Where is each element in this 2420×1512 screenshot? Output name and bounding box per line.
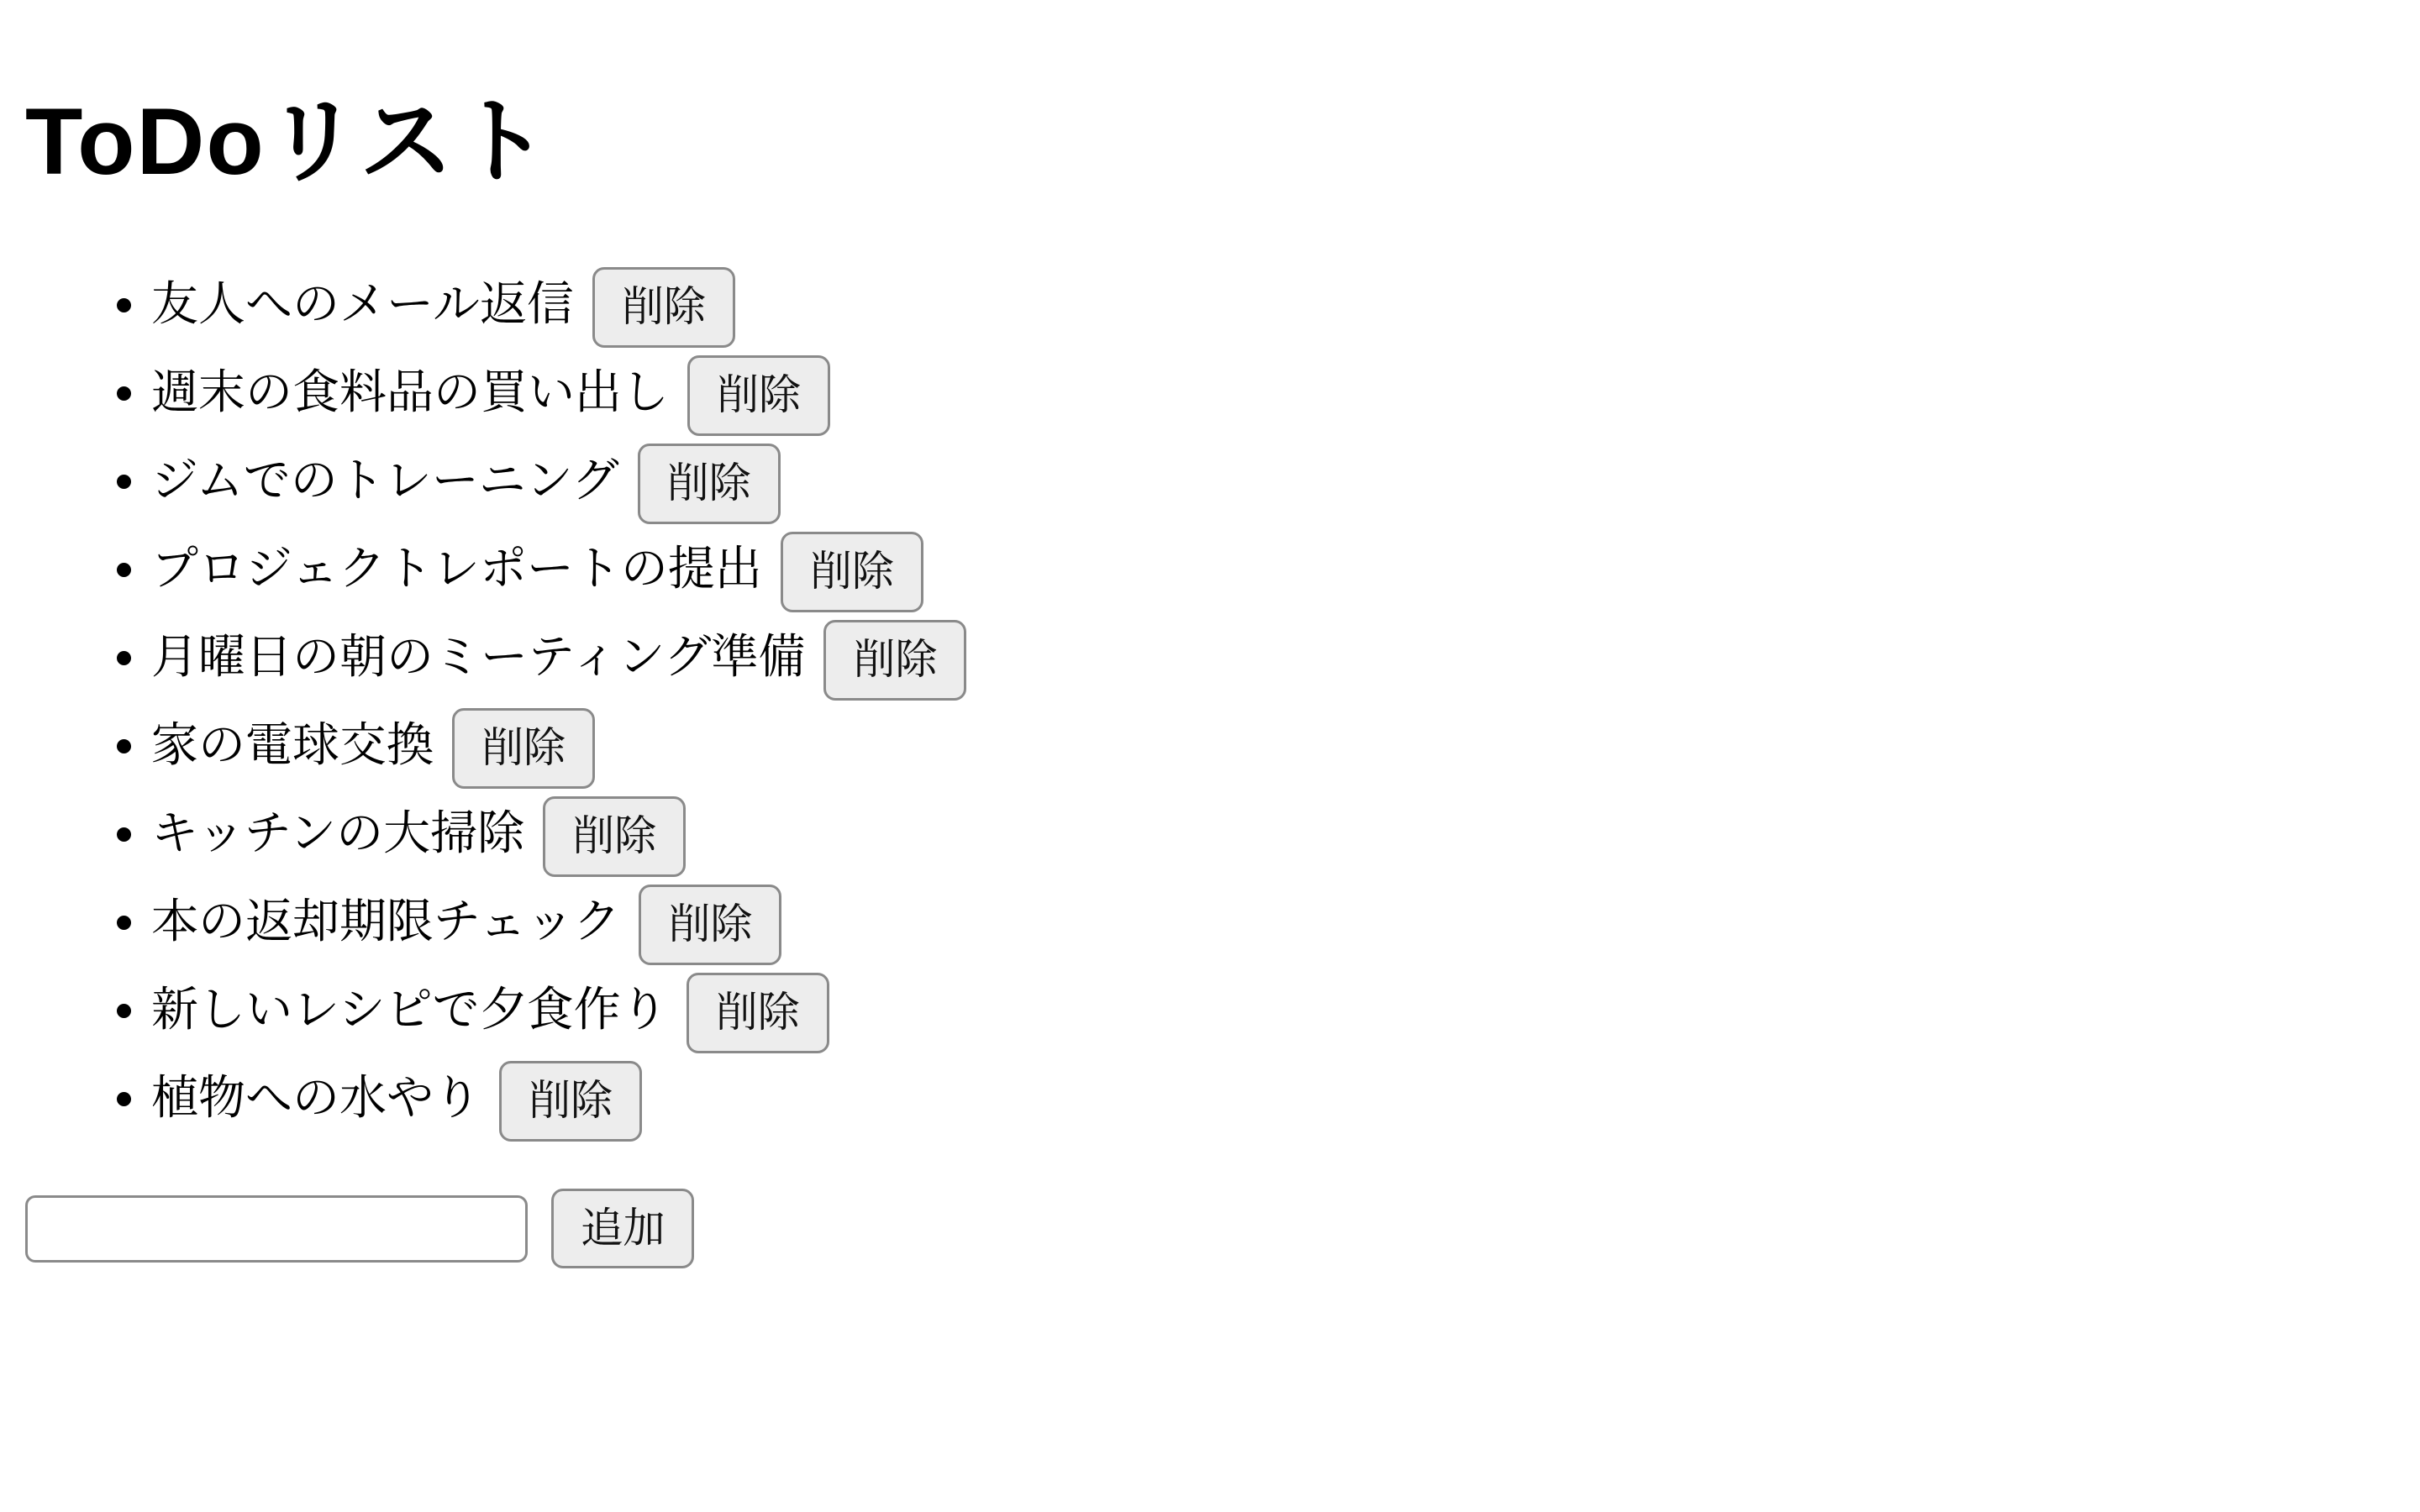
todo-item	[151, 524, 2395, 612]
delete-button[interactable]: 削除	[687, 355, 830, 436]
todo-item	[151, 789, 2395, 877]
todo-item-label: 週末の食料品の買い出し	[151, 365, 669, 418]
todo-item-label: ジムでのトレーニング	[151, 453, 619, 507]
delete-button[interactable]: 削除	[543, 796, 686, 877]
todo-item-label: 本の返却期限チェック	[151, 894, 621, 948]
delete-button[interactable]: 削除	[687, 973, 829, 1053]
todo-item	[151, 612, 2395, 701]
todo-list	[25, 260, 2395, 1142]
todo-item-label: キッチンの大掃除	[151, 806, 525, 859]
todo-item-label: 植物への水やり	[151, 1070, 481, 1124]
page-title: ToDoリスト	[25, 89, 551, 194]
add-form	[25, 1189, 2395, 1269]
new-todo-input[interactable]	[25, 1195, 528, 1263]
todo-item-label: 月曜日の朝のミーティング準備	[151, 629, 806, 683]
todo-item-label: プロジェクトレポートの提出	[151, 541, 762, 595]
delete-button[interactable]: 削除	[592, 267, 735, 348]
todo-item	[151, 260, 2395, 348]
todo-item	[151, 701, 2395, 789]
add-button[interactable]: 追加	[551, 1189, 694, 1269]
todo-item	[151, 1053, 2395, 1142]
delete-button[interactable]: 削除	[781, 532, 923, 612]
todo-item-label: 家の電球交換	[151, 717, 434, 771]
todo-item	[151, 348, 2395, 436]
todo-item-label: 友人へのメール返信	[151, 276, 574, 330]
todo-item-label: 新しいレシピで夕食作り	[151, 982, 668, 1036]
delete-button[interactable]: 削除	[638, 444, 781, 524]
delete-button[interactable]: 削除	[499, 1061, 642, 1142]
todo-item	[151, 965, 2395, 1053]
todo-item	[151, 877, 2395, 965]
delete-button[interactable]: 削除	[823, 620, 966, 701]
delete-button[interactable]: 削除	[639, 885, 781, 965]
todo-item	[151, 436, 2395, 524]
delete-button[interactable]: 削除	[452, 708, 595, 789]
